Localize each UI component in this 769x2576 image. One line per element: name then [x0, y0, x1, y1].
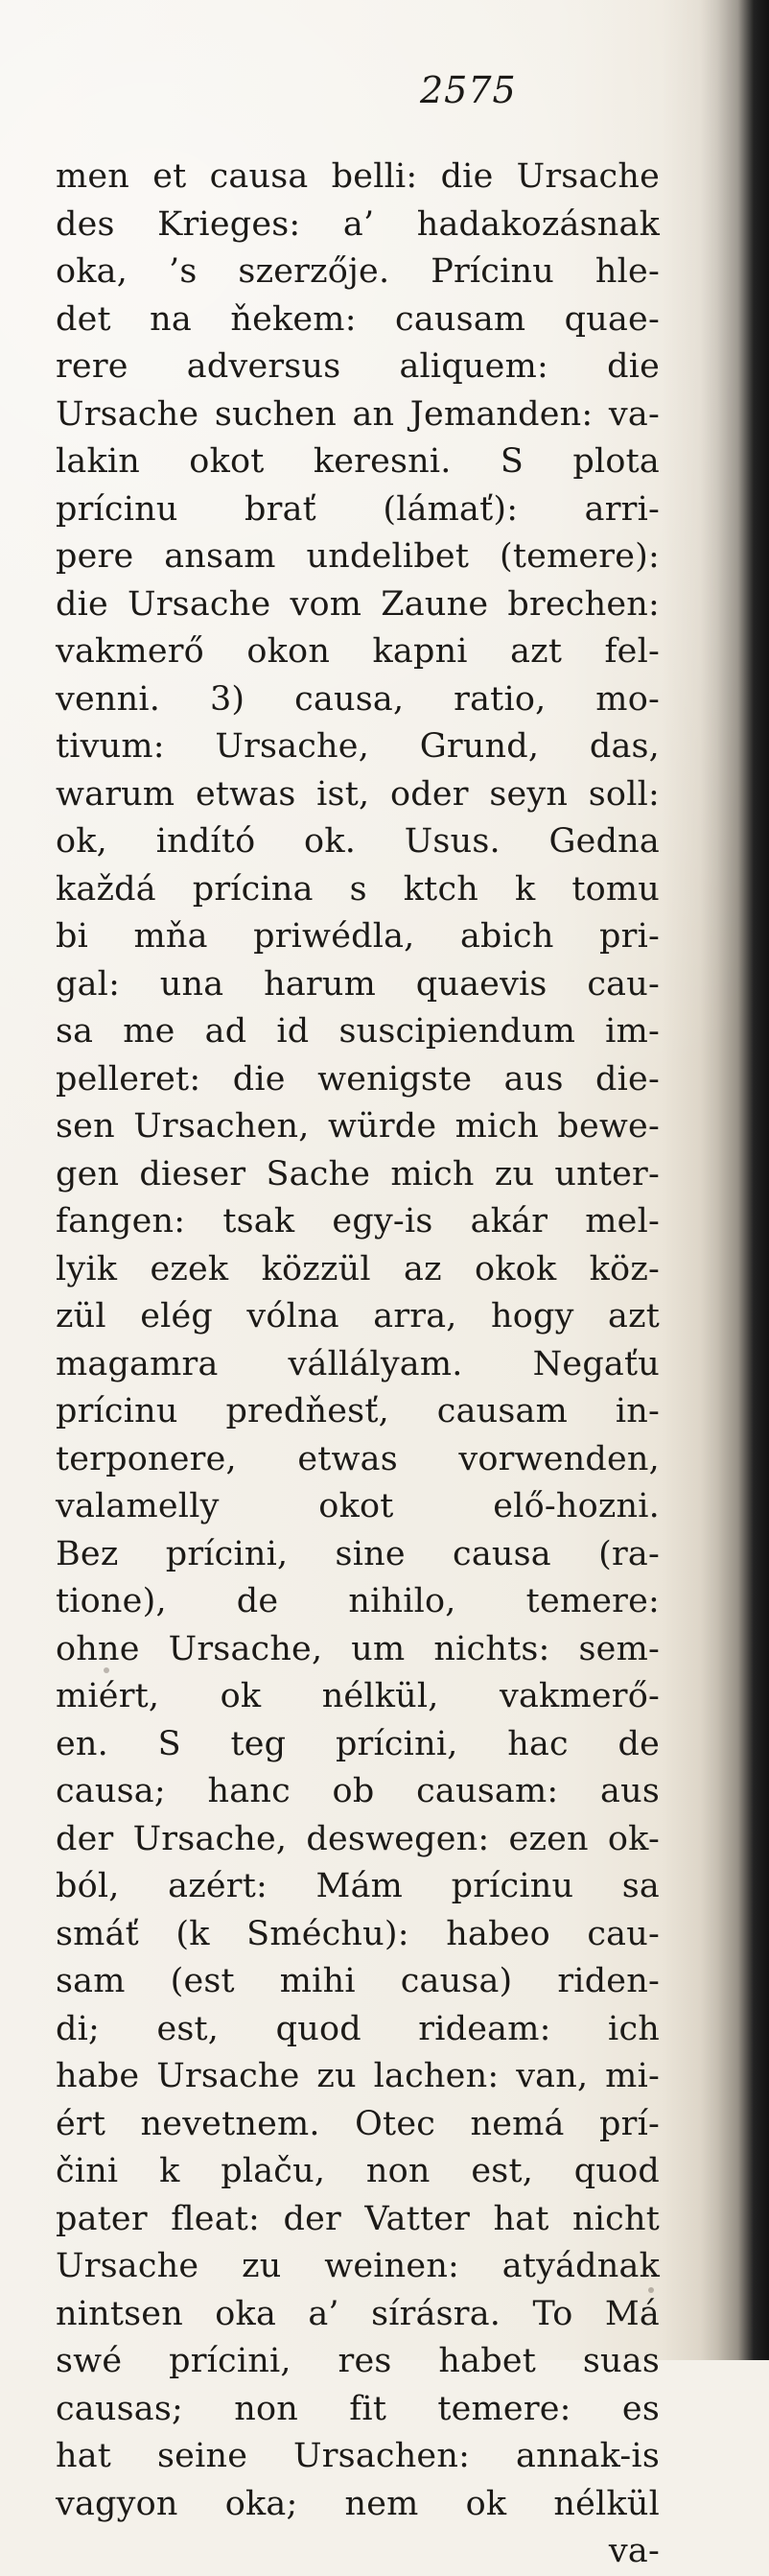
text-line: Ursache suchen an Jemanden: va- — [56, 394, 660, 434]
text-line: pelleret: die wenigste aus die- — [56, 1059, 660, 1099]
text-line: en. S teg prícini, hac de — [56, 1724, 660, 1763]
text-line: nintsen oka a’ sírásra. To Má — [56, 2294, 660, 2333]
text-line: des Krieges: a’ hadakozásnak — [56, 204, 660, 244]
dictionary-text-block — [56, 154, 660, 2576]
text-line: pater fleat: der Vatter hat nicht — [56, 2199, 660, 2238]
text-line: rere adversus aliquem: die — [56, 347, 660, 386]
text-line: ért nevetnem. Otec nemá prí- — [56, 2104, 660, 2143]
text-line: terponere, etwas vorwenden, — [56, 1439, 660, 1478]
text-line: ok, indító ok. Usus. Gedna — [56, 822, 660, 861]
text-line: causas; non fit temere: es — [56, 2389, 660, 2428]
text-line: smáť (k Sméchu): habeo cau- — [56, 1914, 660, 1953]
text-line: lyik ezek közzül az okok köz- — [56, 1249, 660, 1288]
text-line: bi mňa priwédla, abich pri- — [56, 917, 660, 956]
text-line: vakmerő okon kapni azt fel- — [56, 632, 660, 671]
text-line: die Ursache vom Zaune brechen: — [56, 584, 660, 624]
text-line: det na ňekem: causam quae- — [56, 299, 660, 339]
text-line: oka, ’s szerzője. Prícinu hle- — [56, 252, 660, 291]
text-line: zül elég vólna arra, hogy azt — [56, 1297, 660, 1335]
text-line: hat seine Ursachen: annak-is — [56, 2437, 660, 2475]
text-line: čini k plaču, non est, quod — [56, 2152, 660, 2190]
text-line: sa me ad id suscipiendum im- — [56, 1012, 660, 1051]
paper-speck — [648, 2287, 654, 2293]
text-line: pere ansam undelibet (temere): — [56, 537, 660, 576]
text-line: men et causa belli: die Ursache — [56, 157, 660, 196]
text-line: každá prícina s ktch k tomu — [56, 869, 660, 909]
text-line: warum etwas ist, oder seyn soll: — [56, 774, 660, 814]
page-number: 2575 — [420, 69, 517, 111]
text-line: miért, ok nélkül, vakmerő- — [56, 1677, 660, 1715]
text-line: ohne Ursache, um nichts: sem- — [56, 1629, 660, 1668]
text-line: der Ursache, deswegen: ezen ok- — [56, 1819, 660, 1858]
text-line: fangen: tsak egy-is akár mel- — [56, 1202, 660, 1241]
text-line: gal: una harum quaevis cau- — [56, 964, 660, 1004]
text-line: valamelly okot elő-hozni. — [56, 1487, 660, 1525]
text-line: prícinu predňesť, causam in- — [56, 1392, 660, 1430]
text-line: lakin okot keresni. S plota — [56, 442, 660, 481]
text-line: tione), de nihilo, temere: — [56, 1582, 660, 1620]
text-line: Bez prícini, sine causa (ra- — [56, 1534, 660, 1573]
text-line: prícinu brať (lámať): arri- — [56, 489, 660, 529]
text-line: magamra vállályam. Negaťu — [56, 1344, 660, 1383]
book-spine-shadow — [700, 0, 769, 2360]
text-line: sam (est mihi causa) riden- — [56, 1962, 660, 2000]
text-line: Ursache zu weinen: atyádnak — [56, 2247, 660, 2285]
catchword: va- — [608, 2532, 660, 2570]
text-line: sen Ursachen, würde mich bewe- — [56, 1107, 660, 1146]
text-line: vagyon oka; nem ok nélkül — [56, 2484, 660, 2523]
text-line: ból, azért: Mám prícinu sa — [56, 1867, 660, 1905]
text-line: di; est, quod rideam: ich — [56, 2009, 660, 2048]
text-line: tivum: Ursache, Grund, das, — [56, 727, 660, 766]
text-line: swé prícini, res habet suas — [56, 2342, 660, 2380]
paper-speck — [104, 1667, 109, 1673]
text-line: gen dieser Sache mich zu unter- — [56, 1154, 660, 1193]
text-line: causa; hanc ob causam: aus — [56, 1772, 660, 1810]
text-line: venni. 3) causa, ratio, mo- — [56, 679, 660, 719]
text-line: habe Ursache zu lachen: van, mi- — [56, 2057, 660, 2095]
